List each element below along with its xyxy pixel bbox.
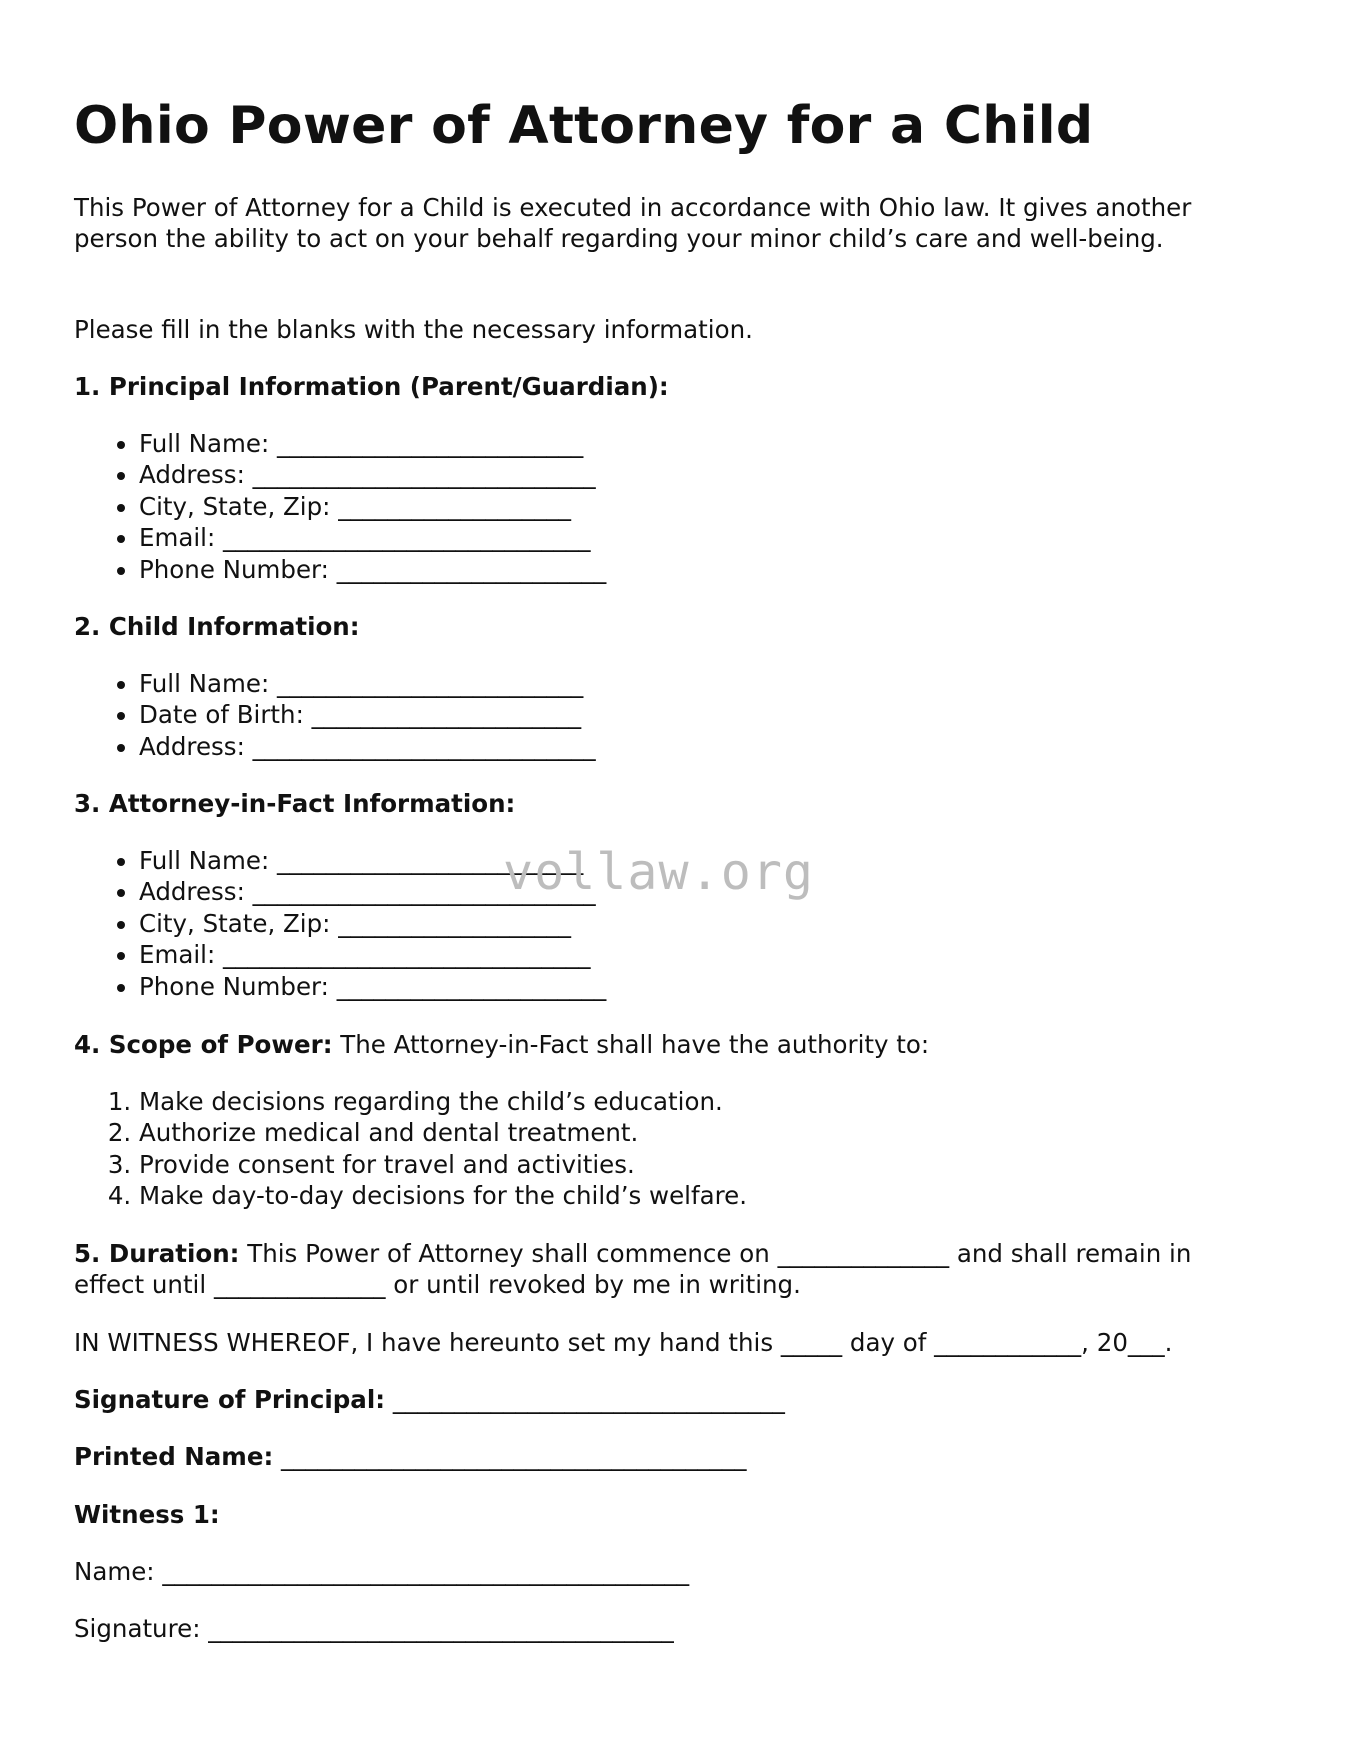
child-date-of-birth-field[interactable]: • Date of Birth: ______________________ <box>139 699 596 730</box>
witness-1-heading: Witness 1: <box>74 1500 220 1529</box>
section-4-paragraph <box>74 1029 929 1060</box>
attorney-address-field[interactable]: • Address: ____________________________ <box>139 876 606 907</box>
section-4-heading: 4. Scope of Power: <box>74 1030 333 1059</box>
principal-email-field[interactable]: • Email: ______________________________ <box>139 522 606 553</box>
attorney-full-name-field[interactable]: • Full Name: _________________________ <box>139 845 606 876</box>
principal-city-state-zip-field[interactable]: • City, State, Zip: ___________________ <box>139 491 606 522</box>
scope-of-power-list <box>74 1086 747 1212</box>
scope-item: 4. Make day-to-day decisions for the child’s welfare. <box>139 1180 747 1211</box>
principal-full-name-field[interactable]: • Full Name: _________________________ <box>139 428 606 459</box>
printed-name-line[interactable] <box>74 1441 747 1472</box>
principal-fields-list <box>74 428 606 585</box>
section-2-heading: 2. Child Information: <box>74 612 360 641</box>
watermark-text: vollaw.org <box>503 843 815 901</box>
principal-address-field[interactable]: • Address: ____________________________ <box>139 459 606 490</box>
attorney-email-field[interactable]: • Email: ______________________________ <box>139 939 606 970</box>
scope-item: 3. Provide consent for travel and activities. <box>139 1149 747 1180</box>
printed-name-blank[interactable]: ______________________________________ <box>273 1442 747 1471</box>
witness-1-name-field[interactable]: Name: ___________________________________________ <box>74 1557 690 1586</box>
signature-principal-line[interactable] <box>74 1384 785 1415</box>
scope-item: 1. Make decisions regarding the child’s education. <box>139 1086 747 1117</box>
witness-1-signature-field[interactable]: Signature: ______________________________________ <box>74 1614 674 1643</box>
attorney-city-state-zip-field[interactable]: • City, State, Zip: ___________________ <box>139 908 606 939</box>
scope-item: 2. Authorize medical and dental treatment. <box>139 1117 747 1148</box>
attorney-phone-field[interactable]: • Phone Number: ______________________ <box>139 971 606 1002</box>
child-address-field[interactable]: • Address: ____________________________ <box>139 731 596 762</box>
instruction-text: Please fill in the blanks with the necessary information. <box>74 315 753 344</box>
section-5-text: This Power of Attorney shall commence on ______________ and shall remain in effect until ______________ or until revoked by me in writing. <box>74 1239 1192 1299</box>
child-full-name-field[interactable]: • Full Name: _________________________ <box>139 668 596 699</box>
section-1-heading: 1. Principal Information (Parent/Guardian): <box>74 372 669 401</box>
signature-principal-label: Signature of Principal: <box>74 1385 386 1414</box>
section-4-text: The Attorney-in-Fact shall have the authority to: <box>332 1030 930 1059</box>
signature-principal-blank[interactable]: ________________________________ <box>385 1385 785 1414</box>
principal-phone-field[interactable]: • Phone Number: ______________________ <box>139 554 606 585</box>
child-fields-list <box>74 668 596 762</box>
section-3-heading: 3. Attorney-in-Fact Information: <box>74 789 516 818</box>
section-5-paragraph[interactable] <box>74 1238 1254 1300</box>
section-5-heading: 5. Duration: <box>74 1239 240 1268</box>
page-title: Ohio Power of Attorney for a Child <box>74 96 1094 156</box>
intro-paragraph: This Power of Attorney for a Child is executed in accordance with Ohio law. It gives another person the ability to act on your behalf regarding your minor child’s care and well-being. <box>74 193 1192 253</box>
printed-name-label: Printed Name: <box>74 1442 274 1471</box>
witness-whereof-line[interactable]: IN WITNESS WHEREOF, I have hereunto set my hand this _____ day of ____________, 20___. <box>74 1328 1173 1357</box>
